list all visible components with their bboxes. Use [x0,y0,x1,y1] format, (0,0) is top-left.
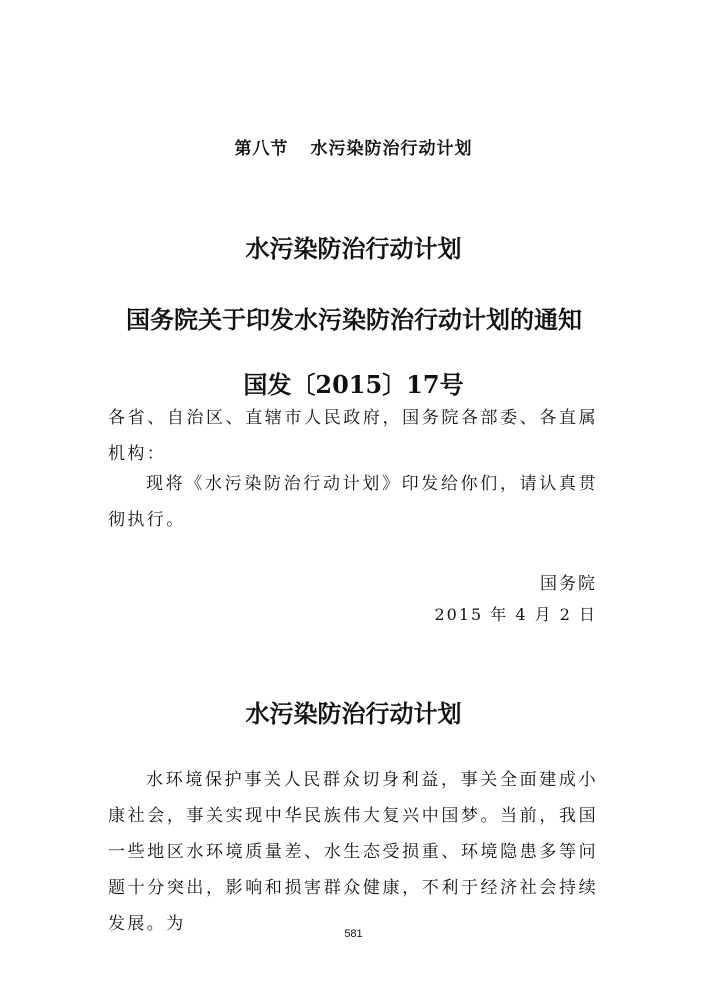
plan-intro-paragraph: 水环境保护事关人民群众切身利益，事关全面建成小康社会，事关实现中华民族伟大复兴中国梦。当前，我国一些地区水环境质量差、水生态受损重、环境隐患多等问题十分突出，影响和损害群众健康，不利于经济社会持续发展。为 [108,770,598,934]
notice-title: 国务院关于印发水污染防治行动计划的通知 [126,305,582,334]
plan-title: 水污染防治行动计划 [245,699,462,728]
section-title: 水污染防治行动计划 [310,139,473,159]
document-title: 水污染防治行动计划 [245,234,462,263]
notice-addressee: 各省、自治区、直辖市人民政府，国务院各部委、各直属机构： [108,408,598,464]
section-heading [0,134,707,159]
section-number: 第八节 [234,139,289,159]
notice-body: 现将《水污染防治行动计划》印发给你们，请认真贯彻执行。 [108,474,598,530]
notice-signatory: 国务院 [540,574,597,594]
notice-doc-number: 国发〔2015〕17号 [243,370,464,399]
notice-date: 2015 年 4 月 2 日 [434,605,597,624]
page-number: 581 [344,928,363,940]
